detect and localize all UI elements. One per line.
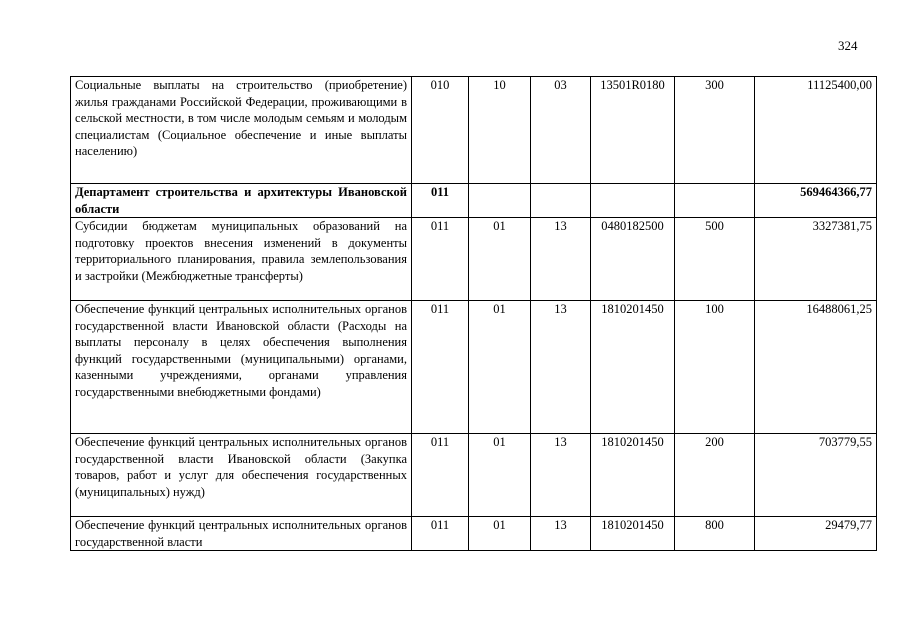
row-expense-type-code: 800 <box>675 517 755 551</box>
row-target-article-code: 1810201450 <box>591 301 675 434</box>
row-description: Обеспечение функций центральных исполнительных органов государственной власти <box>71 517 412 551</box>
row-description: Обеспечение функций центральных исполнительных органов государственной власти Ивановской области (Закупка товаров, работ и услуг для обеспечения государственных (муниципальных) нужд) <box>71 434 412 517</box>
row-target-article-code: 0480182500 <box>591 218 675 301</box>
row-grbs-code: 010 <box>412 77 469 184</box>
row-target-article-code <box>591 184 675 218</box>
budget-table <box>70 76 877 551</box>
row-expense-type-code: 100 <box>675 301 755 434</box>
row-subsection-code: 13 <box>531 434 591 517</box>
row-amount: 16488061,25 <box>755 301 877 434</box>
row-grbs-code: 011 <box>412 184 469 218</box>
row-grbs-code: 011 <box>412 517 469 551</box>
table-row <box>71 77 877 184</box>
row-expense-type-code: 500 <box>675 218 755 301</box>
row-amount: 703779,55 <box>755 434 877 517</box>
row-expense-type-code <box>675 184 755 218</box>
row-section-code: 01 <box>469 301 531 434</box>
row-target-article-code: 1810201450 <box>591 517 675 551</box>
row-grbs-code: 011 <box>412 434 469 517</box>
row-grbs-code: 011 <box>412 301 469 434</box>
row-expense-type-code: 300 <box>675 77 755 184</box>
row-subsection-code: 13 <box>531 301 591 434</box>
row-description: Департамент строительства и архитектуры Ивановской области <box>71 184 412 218</box>
row-description: Социальные выплаты на строительство (приобретение) жилья гражданами Российской Федерации, проживающими в сельской местности, в том числе молодым семьям и молодым специалистам (Социальное обеспечение и иные выплаты населению) <box>71 77 412 184</box>
row-amount: 11125400,00 <box>755 77 877 184</box>
row-target-article-code: 1810201450 <box>591 434 675 517</box>
row-description: Субсидии бюджетам муниципальных образований на подготовку проектов внесения изменений в документы территориального планирования, правила землепользования и застройки (Межбюджетные трансферты) <box>71 218 412 301</box>
row-section-code: 01 <box>469 218 531 301</box>
row-subsection-code <box>531 184 591 218</box>
row-amount: 569464366,77 <box>755 184 877 218</box>
row-section-code: 01 <box>469 517 531 551</box>
row-subsection-code: 13 <box>531 517 591 551</box>
page-number: 324 <box>838 38 858 53</box>
table-row <box>71 434 877 517</box>
row-target-article-code: 13501R0180 <box>591 77 675 184</box>
row-section-code: 10 <box>469 77 531 184</box>
row-amount: 3327381,75 <box>755 218 877 301</box>
row-section-code <box>469 184 531 218</box>
table-row <box>71 517 877 551</box>
row-description: Обеспечение функций центральных исполнительных органов государственной власти Ивановской области (Расходы на выплаты персоналу в целях обеспечения выполнения функций государственными (муниципальными) органами, казенными учреждениями, органами управления государственными внебюджетными фондами) <box>71 301 412 434</box>
table-row <box>71 301 877 434</box>
row-expense-type-code: 200 <box>675 434 755 517</box>
row-section-code: 01 <box>469 434 531 517</box>
row-grbs-code: 011 <box>412 218 469 301</box>
row-amount: 29479,77 <box>755 517 877 551</box>
row-subsection-code: 13 <box>531 218 591 301</box>
row-subsection-code: 03 <box>531 77 591 184</box>
table-row <box>71 218 877 301</box>
table-row-department <box>71 184 877 218</box>
